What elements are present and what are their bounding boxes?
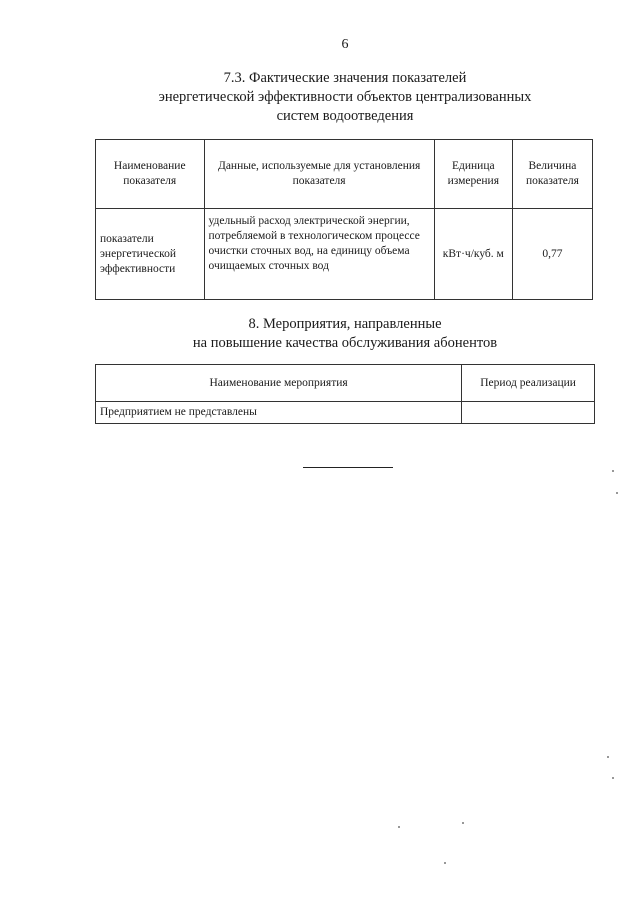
scan-speck <box>616 492 618 494</box>
scan-speck <box>607 756 609 758</box>
header-period: Период реализации <box>462 365 595 402</box>
table-row <box>96 209 593 300</box>
section-8-title <box>95 315 595 353</box>
end-divider <box>303 467 393 468</box>
table-header-row <box>96 140 593 209</box>
table-header-row <box>96 365 595 402</box>
section-73-title <box>90 69 600 126</box>
section-73-title-line: энергетической эффективности объектов централизованных <box>158 89 532 105</box>
header-source-data: Данные, используемые для установления показателя <box>204 140 434 209</box>
table-row <box>96 402 595 424</box>
section-73-title-line: систем водоотведения <box>276 108 414 124</box>
header-value: Величина показателя <box>512 140 592 209</box>
scan-speck <box>462 822 464 824</box>
section-8-title-line: 8. Мероприятия, направленные <box>248 316 442 332</box>
cell-period <box>462 402 595 424</box>
header-unit: Единица измерения <box>434 140 512 209</box>
cell-value: 0,77 <box>512 209 592 300</box>
section-8-title-line: на повышение качества обслуживания абонентов <box>192 335 498 351</box>
scan-speck <box>612 470 614 472</box>
scan-speck <box>612 777 614 779</box>
scan-speck <box>444 862 446 864</box>
cell-measure-name: Предприятием не представлены <box>96 402 462 424</box>
energy-efficiency-table <box>95 139 593 300</box>
cell-unit: кВт·ч/куб. м <box>434 209 512 300</box>
header-indicator-name: Наименование показателя <box>96 140 205 209</box>
measures-table <box>95 364 595 424</box>
scan-speck <box>398 826 400 828</box>
page-number: 6 <box>341 37 349 52</box>
header-measure-name: Наименование мероприятия <box>96 365 462 402</box>
section-73-title-line: 7.3. Фактические значения показателей <box>223 70 467 86</box>
cell-source-data: удельный расход электрической энергии, потребляемой в технологическом процессе очистки сточных вод, на единицу объема очищаемых сточных вод <box>204 209 434 300</box>
cell-indicator-name: показатели энергетической эффективности <box>96 209 205 300</box>
